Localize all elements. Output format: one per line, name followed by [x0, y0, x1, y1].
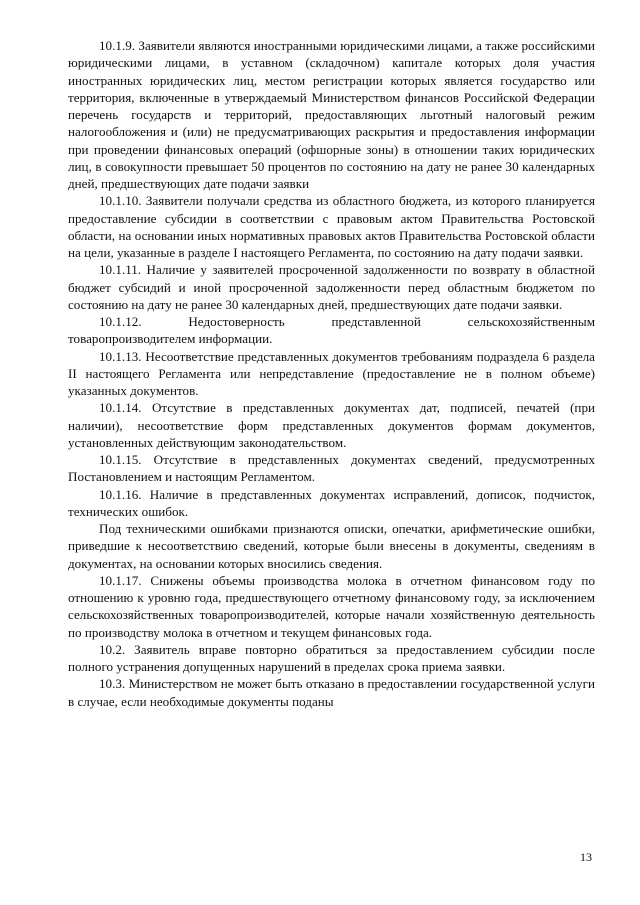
paragraph-10-1-17: 10.1.17. Снижены объемы производства молока в отчетном финансовом году по отношению к уровню года, предшествующего отчетному финансовому году, за исключением сельскохозяйственных товаропроизводителей, которые начали хозяйственную деятельность по производству молока в отчетном и текущем финансовых года. — [68, 572, 595, 640]
paragraph-technical-errors-definition: Под техническими ошибками признаются описки, опечатки, арифметические ошибки, приведшие к несоответствию сведений, которые были внесены в документы, сведениям в документах, на основании которых вносились сведения. — [68, 521, 595, 571]
paragraph-10-1-14: 10.1.14. Отсутствие в представленных документах дат, подписей, печатей (при наличии), несоответствие форм представленных документов формам документов, установленных действующим законодательством. — [68, 400, 595, 450]
paragraph-10-1-15: 10.1.15. Отсутствие в представленных документах сведений, предусмотренных Постановлением и настоящим Регламентом. — [68, 452, 595, 485]
paragraph-10-1-16: 10.1.16. Наличие в представленных документах исправлений, дописок, подчисток, технических ошибок. — [68, 486, 595, 519]
paragraph-10-1-12: 10.1.12. Недостоверность представленной сельскохозяйственным товаропроизводителем информации. — [68, 314, 595, 347]
paragraph-10-1-10: 10.1.10. Заявители получали средства из областного бюджета, из которого планируется предоставление субсидии в соответствии с правовым актом Правительства Ростовской области, на основании иных нормативных правовых актов Правительства Ростовской области на цели, указанные в разделе I настоящего Регламента, по состоянию на дату подачи заявки. — [68, 193, 595, 260]
paragraph-10-1-11: 10.1.11. Наличие у заявителей просроченной задолженности по возврату в областной бюджет субсидий и иной просроченной задолженности перед областным бюджетом по состоянию на дату не ранее 30 календарных дней, предшествующих дате подачи заявки. — [68, 262, 595, 312]
paragraph-10-2: 10.2. Заявитель вправе повторно обратиться за предоставлением субсидии после полного устранения допущенных нарушений в пределах срока приема заявки. — [68, 641, 595, 674]
page-number: 13 — [580, 850, 592, 864]
paragraph-10-1-9: 10.1.9. Заявители являются иностранными юридическими лицами, а также российскими юридическими лицами, в уставном (складочном) капитале которых доля участия иностранных юридических лиц, местом регистрации которых является государство или территория, включенные в утверждаемый Министерством финансов Российской Федерации перечень государств и территорий, предоставляющих льготный налоговый режим налогообложения и (или) не предусматривающих раскрытия и предоставления информации при проведении финансовых операций (офшорные зоны) в отношении таких юридических лиц, в совокупности превышает 50 процентов по состоянию на дату не ранее 30 календарных дней, предшествующих дате подачи заявки — [68, 38, 595, 191]
document-page — [68, 37, 595, 710]
paragraph-10-3: 10.3. Министерством не может быть отказано в предоставлении государственной услуги в случае, если необходимые документы поданы — [68, 676, 595, 709]
paragraph-10-1-13: 10.1.13. Несоответствие представленных документов требованиям подраздела 6 раздела II настоящего Регламента или непредставление (предоставление не в полном объеме) указанных документов. — [68, 348, 595, 398]
